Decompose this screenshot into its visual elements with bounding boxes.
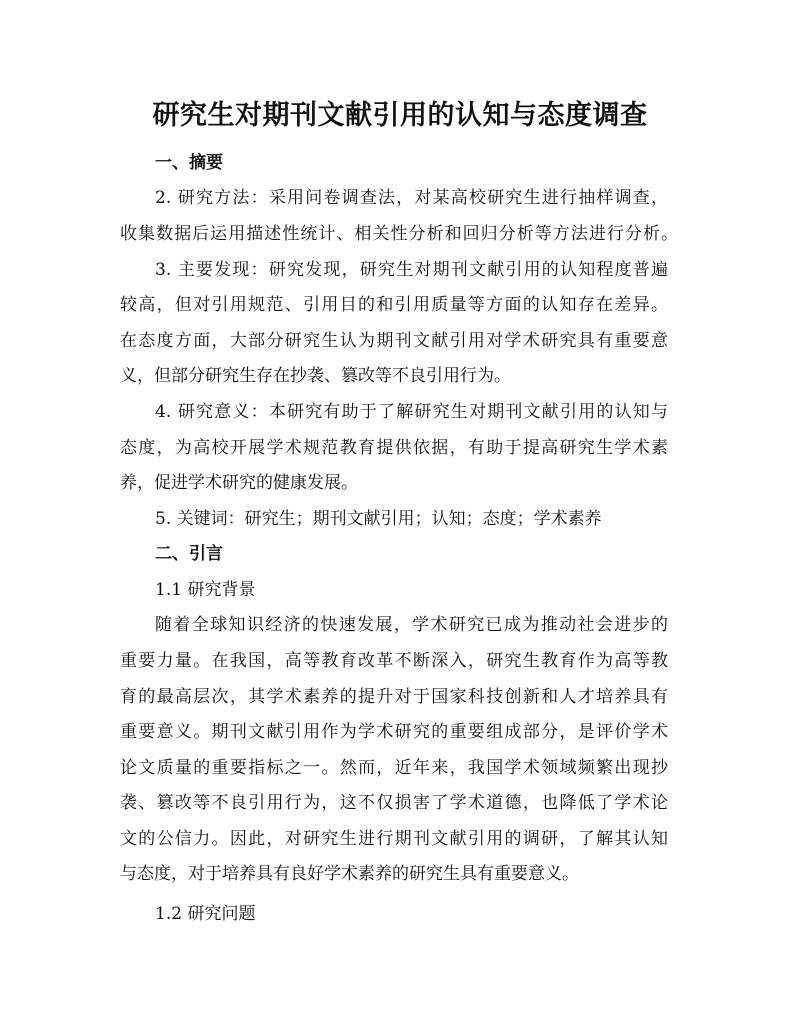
paragraph-line: 论文质量的重要指标之一。然而，近年来，我国学术领域频繁出现抄 [120,758,668,778]
paragraph-line: 袭、篡改等不良引用行为，这不仅损害了学术道德，也降低了学术论 [120,793,668,813]
paragraph-line: 4. 研究意义：本研究有助于了解研究生对期刊文献引用的认知与 [155,402,668,422]
section-heading-introduction: 二、引言 [155,544,223,564]
paragraph-line: 较高，但对引用规范、引用目的和引用质量等方面的认知存在差异。 [120,295,668,315]
document-title: 研究生对期刊文献引用的认知与态度调查 [152,100,648,131]
paragraph-line: 育的最高层次，其学术素养的提升对于国家科技创新和人才培养具有 [120,687,668,707]
subsection-heading-research-questions: 1.2 研究问题 [155,904,256,924]
keywords-line: 5. 关键词：研究生；期刊文献引用；认知；态度；学术素养 [155,509,602,529]
paragraph-line: 文的公信力。因此，对研究生进行期刊文献引用的调研，了解其认知 [120,829,668,849]
paragraph-line: 3. 主要发现：研究发现，研究生对期刊文献引用的认知程度普遍 [155,260,668,280]
subsection-heading-background: 1.1 研究背景 [155,580,256,600]
section-heading-abstract: 一、摘要 [155,153,223,173]
paragraph-line: 在态度方面，大部分研究生认为期刊文献引用对学术研究具有重要意 [120,331,668,351]
paragraph-line: 随着全球知识经济的快速发展，学术研究已成为推动社会进步的 [155,615,668,635]
paragraph-line: 态度，为高校开展学术规范教育提供依据，有助于提高研究生学术素 [120,438,668,458]
paragraph-line: 重要意义。期刊文献引用作为学术研究的重要组成部分，是评价学术 [120,722,668,742]
paragraph-line: 重要力量。在我国，高等教育改革不断深入，研究生教育作为高等教 [120,651,668,671]
paragraph-line: 2. 研究方法：采用问卷调查法，对某高校研究生进行抽样调查， [155,188,668,208]
paragraph-line: 养，促进学术研究的健康发展。 [120,473,358,493]
paragraph-line: 与态度，对于培养具有良好学术素养的研究生具有重要意义。 [120,864,579,884]
paragraph-line: 收集数据后运用描述性统计、相关性分析和回归分析等方法进行分析。 [120,224,678,244]
paragraph-line: 义，但部分研究生存在抄袭、篡改等不良引用行为。 [120,366,511,386]
